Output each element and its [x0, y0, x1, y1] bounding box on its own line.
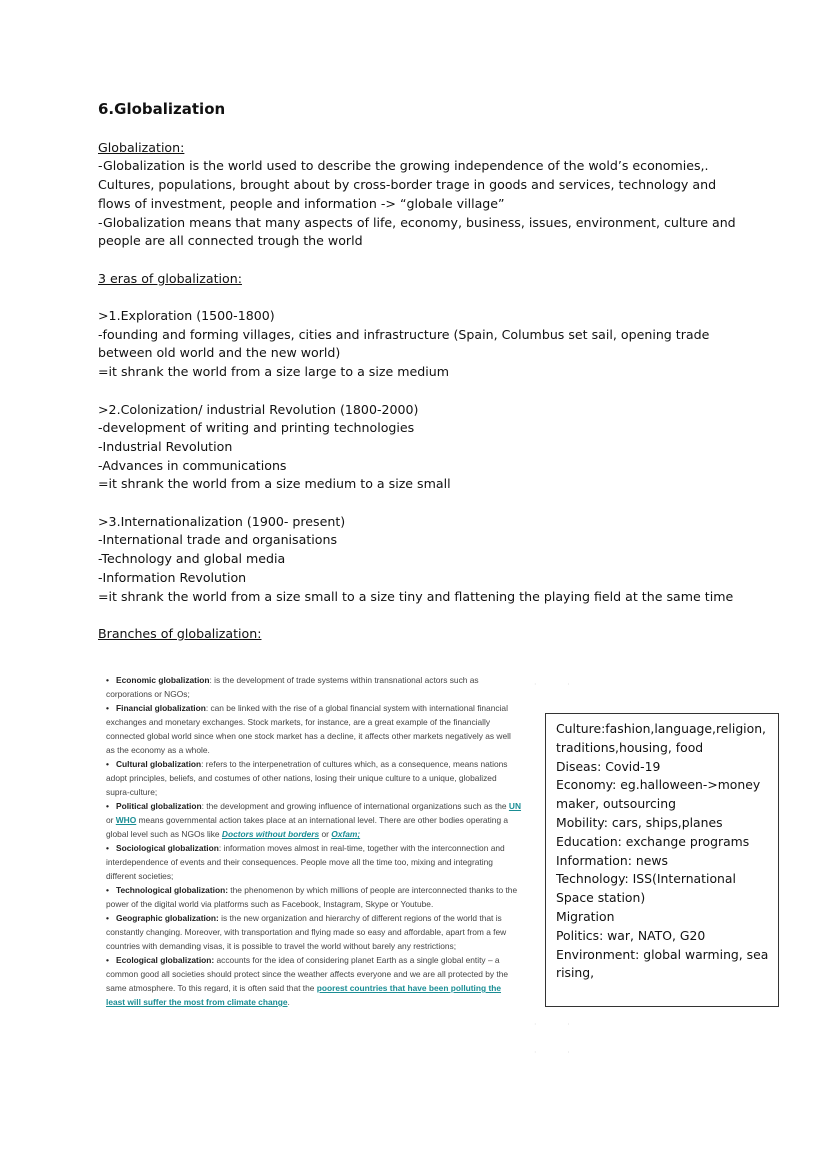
era-2-heading: >2.Colonization/ industrial Revolution (1800-2000) [98, 401, 419, 417]
notes-line: Culture:fashion,language,religion, [556, 721, 766, 736]
list-item: • Political globalization: the development and growing influence of international organizations such as the UN or WHO means governmental action takes place at an international level. There are other bodies operating a global level such as NGOs like Doctors without borders or Oxfam; [106, 801, 522, 839]
era-3-line: -Technology and global media [98, 551, 286, 567]
notes-line: rising, [556, 965, 595, 981]
notes-line: Education: exchange programs [556, 833, 750, 849]
paragraph-line: -Globalization is the world used to describe the growing independence of the wold’s economies,. [98, 158, 709, 174]
paragraph-line: people are all connected trough the world [98, 233, 363, 249]
notes-box [545, 713, 779, 1007]
scan-dots-decoration: · · [534, 1020, 584, 1029]
notes-line: maker, outsourcing [556, 796, 676, 812]
era-3-heading: >3.Internationalization (1900- present) [98, 513, 346, 529]
paragraph-line: Cultures, populations, brought about by cross-border trage in goods and services, technology and [98, 177, 717, 193]
bullet-icon: • [106, 913, 109, 923]
bullet-icon: • [106, 675, 109, 685]
page-title: 6.Globalization [98, 100, 226, 118]
notes-line: Diseas: Covid-19 [556, 758, 661, 774]
scan-dots-decoration: · · [534, 1048, 584, 1057]
notes-line: Economy: eg.halloween->money [556, 777, 761, 793]
era-2-line: -Industrial Revolution [98, 438, 233, 454]
section-heading-globalization: Globalization: [98, 139, 185, 155]
era-3-line: -International trade and organisations [98, 532, 338, 548]
main-text [98, 100, 758, 644]
bullet-icon: • [106, 703, 109, 713]
oxfam-link[interactable]: Oxfam; [331, 829, 361, 839]
notes-line: Technology: ISS(International [556, 871, 736, 887]
bullet-icon: • [106, 801, 109, 811]
scan-dots-decoration: · · [534, 680, 584, 689]
bullet-icon: • [106, 955, 109, 965]
doctors-without-borders-link[interactable]: Doctors without borders [221, 829, 320, 839]
list-item: • Sociological globalization: information moves almost in real-time, together with the interconnection and interdependence of events and their consequences. People move all the time too, mixing and integrating different societies; [106, 843, 505, 881]
notes-line: traditions,housing, food [556, 739, 704, 755]
list-item: • Financial globalization: can be linked with the rise of a global financial system with international financial exchanges and monetary exchanges. Stock markets, for instance, are a great example of the financially connected global world since when one stock market has a decline, it affects other markets negatively as well as the economy as a whole. [106, 703, 511, 755]
list-item: • Cultural globalization: refers to the interpenetration of cultures which, as a consequence, means nations adopt principles, beliefs, and costumes of other nations, losing their unique culture to a unique, globalized supra-culture; [106, 759, 508, 797]
list-item: • Economic globalization: is the development of trade systems within transnational actors such as corporations or NGOs; [106, 675, 479, 699]
era-3-line: =it shrank the world from a size small to a size tiny and flattening the playing field at the same time [98, 588, 734, 604]
who-link[interactable]: WHO [115, 815, 137, 825]
era-2-line: =it shrank the world from a size medium to a size small [98, 476, 451, 492]
notes-line: Space station) [556, 890, 646, 906]
era-1-line: -founding and forming villages, cities and infrastructure (Spain, Columbus set sail, opening trade [98, 326, 710, 342]
notes-line: Migration [556, 908, 615, 924]
section-heading-eras: 3 eras of globalization: [98, 270, 242, 286]
era-1-line: =it shrank the world from a size large to a size medium [98, 364, 449, 380]
paragraph-line: flows of investment, people and information -> “globale village” [98, 195, 505, 211]
branches-bullet-list [106, 673, 522, 1009]
list-item: • Geographic globalization: is the new organization and hierarchy of different regions of the world that is constantly changing. Moreover, with transportation and flying made so easy and affordable, apart from a few countries with demanding visas, it is possible to travel the world without barely any restrictions; [106, 913, 507, 951]
era-2-line: -development of writing and printing technologies [98, 420, 415, 436]
notes-line: Mobility: cars, ships,planes [556, 814, 723, 830]
paragraph-line: -Globalization means that many aspects of life, economy, business, issues, environment, culture and [98, 214, 736, 230]
era-2-line: -Advances in communications [98, 457, 287, 473]
bullet-icon: • [106, 885, 109, 895]
notes-line: Politics: war, NATO, G20 [556, 927, 706, 943]
climate-change-link[interactable]: poorest countries that have been polluting the least will suffer the most from climate change [106, 983, 502, 1007]
notes-line: Information: news [556, 852, 668, 868]
era-3-line: -Information Revolution [98, 569, 247, 585]
bullet-icon: • [106, 843, 109, 853]
list-item: • Technological globalization: the phenomenon by which millions of people are interconnected thanks to the power of the digital world via platforms such as Facebook, Instagram, Skype or Youtube. [106, 885, 518, 909]
section-heading-branches: Branches of globalization: [98, 625, 262, 641]
list-item: • Ecological globalization: accounts for the idea of considering planet Earth as a single global entity – a common good all societies should protect since the weather affects everyone and we are all protected by the same atmosphere. To this regard, it is often said that the poorest countries that have been polluting the least will suffer the most from climate change. [106, 955, 509, 1007]
era-1-line: between old world and the new world) [98, 345, 341, 361]
era-1-heading: >1.Exploration (1500-1800) [98, 308, 275, 323]
bullet-icon: • [106, 759, 109, 769]
notes-line: Environment: global warming, sea [556, 946, 769, 962]
un-link[interactable]: UN [508, 801, 522, 811]
